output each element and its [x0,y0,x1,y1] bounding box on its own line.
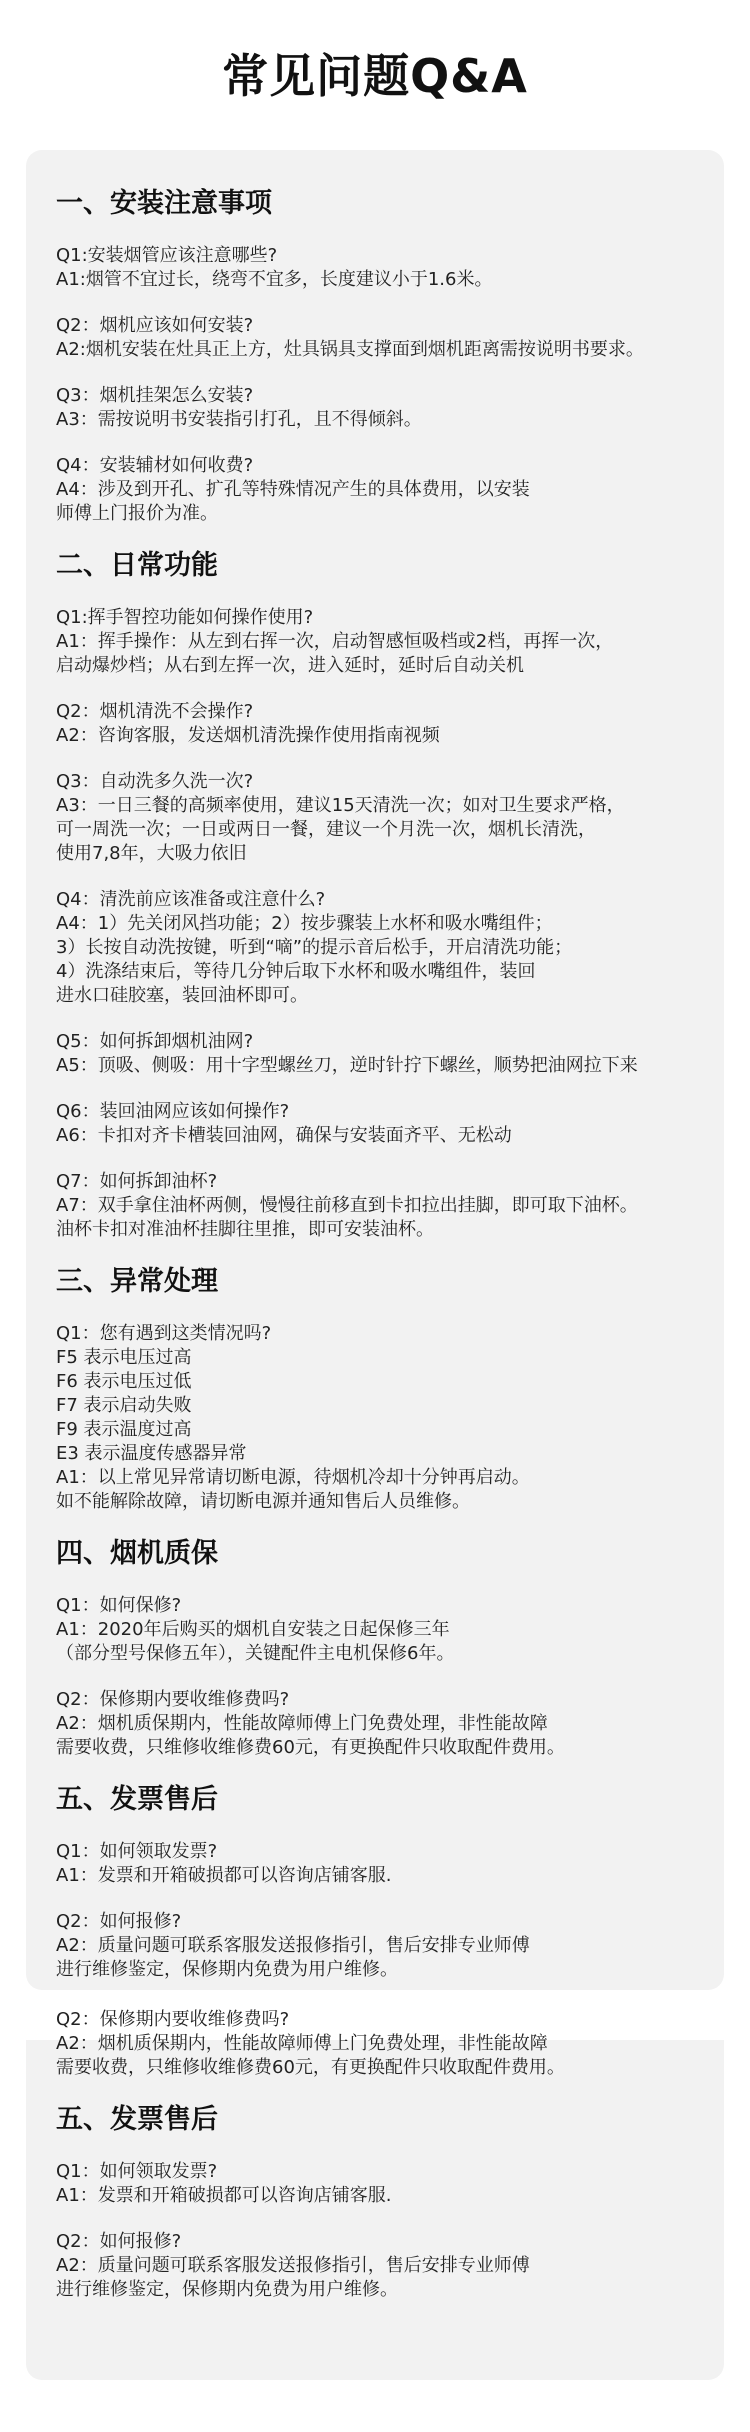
answer-text: A2：咨询客服，发送烟机清洗操作使用指南视频 [56,725,440,746]
answer-text: A2：烟机质保期内，性能故障师傅上门免费处理，非性能故障 [56,2033,548,2054]
answer-text: A2：烟机质保期内，性能故障师傅上门免费处理，非性能故障 [56,1713,548,1734]
answer-text: 可一周洗一次；一日或两日一餐，建议一个月洗一次，烟机长清洗， [56,819,596,840]
question-text: Q6：装回油网应该如何操作? [56,1101,290,1122]
answer-text: 师傅上门报价为准。 [56,503,218,524]
faq-section [56,1264,694,1514]
section-title: 五、发票售后 [56,2104,218,2135]
question-text: Q7：如何拆卸油杯? [56,1171,218,1192]
qa-item [56,770,694,866]
question-text: Q2：如何报修? [56,2231,182,2252]
answer-text: A3：一日三餐的高频率使用，建议15天清洗一次；如对卫生要求严格， [56,795,625,816]
question-text: Q1:挥手智控功能如何操作使用? [56,607,314,628]
answer-text: 需要收费，只维修收维修费60元，有更换配件只收取配件费用。 [56,1737,565,1758]
faq-card [26,150,724,1990]
answer-text: 进水口硅胶塞，装回油杯即可。 [56,985,308,1006]
question-text: Q1：如何领取发票? [56,1841,218,1862]
question-text: Q1:安装烟管应该注意哪些? [56,245,278,266]
qa-item [56,454,694,526]
qa-item [56,1688,694,1760]
answer-text: F5 表示电压过高 [56,1347,192,1368]
section-title: 一、安装注意事项 [56,188,272,219]
qa-item [56,1100,694,1148]
section-title: 四、烟机质保 [56,1538,218,1569]
qa-item [56,1594,694,1666]
qa-item [56,1030,694,1078]
answer-text: A5：顶吸、侧吸：用十字型螺丝刀，逆时针拧下螺丝，顺势把油网拉下来 [56,1055,638,1076]
answer-text: A6：卡扣对齐卡槽装回油网，确保与安装面齐平、无松动 [56,1125,512,1146]
faq-section [56,1536,694,1760]
answer-text: F9 表示温度过高 [56,1419,192,1440]
answer-text: E3 表示温度传感器异常 [56,1443,247,1464]
answer-text: 进行维修鉴定，保修期内免费为用户维修。 [56,1959,398,1980]
question-text: Q4：清洗前应该准备或注意什么? [56,889,326,910]
qa-item [56,888,694,1008]
qa-item [56,314,694,362]
answer-text: A1：2020年后购买的烟机自安装之日起保修三年 [56,1619,450,1640]
answer-text: 油杯卡扣对准油杯挂脚往里推，即可安装油杯。 [56,1219,434,1240]
answer-text: A4：1）先关闭风挡功能；2）按步骤装上水杯和吸水嘴组件； [56,913,553,934]
qa-item [56,244,694,292]
qa-item [56,384,694,432]
qa-item [56,2160,704,2208]
question-text: Q2：保修期内要收维修费吗? [56,2009,290,2030]
answer-text: A2:烟机安装在灶具正上方，灶具锅具支撑面到烟机距离需按说明书要求。 [56,339,644,360]
answer-text: 4）洗涤结束后，等待几分钟后取下水杯和吸水嘴组件，装回 [56,961,536,982]
answer-text: A1：以上常见异常请切断电源，待烟机冷却十分钟再启动。 [56,1467,530,1488]
faq-section [56,1782,694,1982]
answer-text: F7 表示启动失败 [56,1395,192,1416]
section-title: 五、发票售后 [56,1784,218,1815]
question-text: Q1：您有遇到这类情况吗? [56,1323,272,1344]
answer-text: （部分型号保修五年），关键配件主电机保修6年。 [56,1643,455,1664]
faq-section [56,186,694,526]
qa-item [56,1170,694,1242]
question-text: Q2：如何报修? [56,1911,182,1932]
question-text: Q5：如何拆卸烟机油网? [56,1031,254,1052]
answer-text: A3：需按说明书安装指引打孔，且不得倾斜。 [56,409,422,430]
answer-text: A2：质量问题可联系客服发送报修指引，售后安排专业师傅 [56,1935,530,1956]
qa-item [56,700,694,748]
answer-text: 需要收费，只维修收维修费60元，有更换配件只收取配件费用。 [56,2057,565,2078]
answer-text: 如不能解除故障，请切断电源并通知售后人员维修。 [56,1491,470,1512]
page-title: 常见问题Q&A [222,49,528,103]
question-text: Q1：如何领取发票? [56,2161,218,2182]
question-text: Q2：烟机应该如何安装? [56,315,254,336]
section-title: 二、日常功能 [56,550,218,581]
qa-item [56,1910,694,1982]
question-text: Q3：自动洗多久洗一次? [56,771,254,792]
qa-item [56,1840,694,1888]
answer-text: A7：双手拿住油杯两侧，慢慢往前移直到卡扣拉出挂脚，即可取下油杯。 [56,1195,638,1216]
answer-text: 启动爆炒档；从右到左挥一次，进入延时，延时后自动关机 [56,655,524,676]
answer-text: A4：涉及到开孔、扩孔等特殊情况产生的具体费用，以安装 [56,479,530,500]
section-title: 三、异常处理 [56,1266,218,1297]
question-text: Q2：保修期内要收维修费吗? [56,1689,290,1710]
question-text: Q1：如何保修? [56,1595,182,1616]
question-text: Q3：烟机挂架怎么安装? [56,385,254,406]
qa-item [56,2008,704,2080]
answer-text: 进行维修鉴定，保修期内免费为用户维修。 [56,2279,398,2300]
answer-text: A2：质量问题可联系客服发送报修指引，售后安排专业师傅 [56,2255,530,2276]
answer-text: A1：发票和开箱破损都可以咨询店铺客服. [56,2185,392,2206]
qa-item [56,606,694,678]
repeat-fragment [56,2008,704,2324]
answer-text: 使用7,8年，大吸力依旧 [56,843,247,864]
faq-section [56,548,694,1242]
faq-card-repeat [26,2009,724,2380]
answer-text: F6 表示电压过低 [56,1371,192,1392]
question-text: Q4：安装辅材如何收费? [56,455,254,476]
answer-text: A1:烟管不宜过长，绕弯不宜多，长度建议小于1.6米。 [56,269,493,290]
answer-text: A1：发票和开箱破损都可以咨询店铺客服. [56,1865,392,1886]
answer-text: 3）长按自动洗按键，听到“嘀”的提示音后松手，开启清洗功能； [56,937,573,958]
qa-item [56,1322,694,1514]
question-text: Q2：烟机清洗不会操作? [56,701,254,722]
answer-text: A1：挥手操作：从左到右挥一次，启动智感恒吸档或2档，再挥一次， [56,631,614,652]
qa-item [56,2230,704,2302]
